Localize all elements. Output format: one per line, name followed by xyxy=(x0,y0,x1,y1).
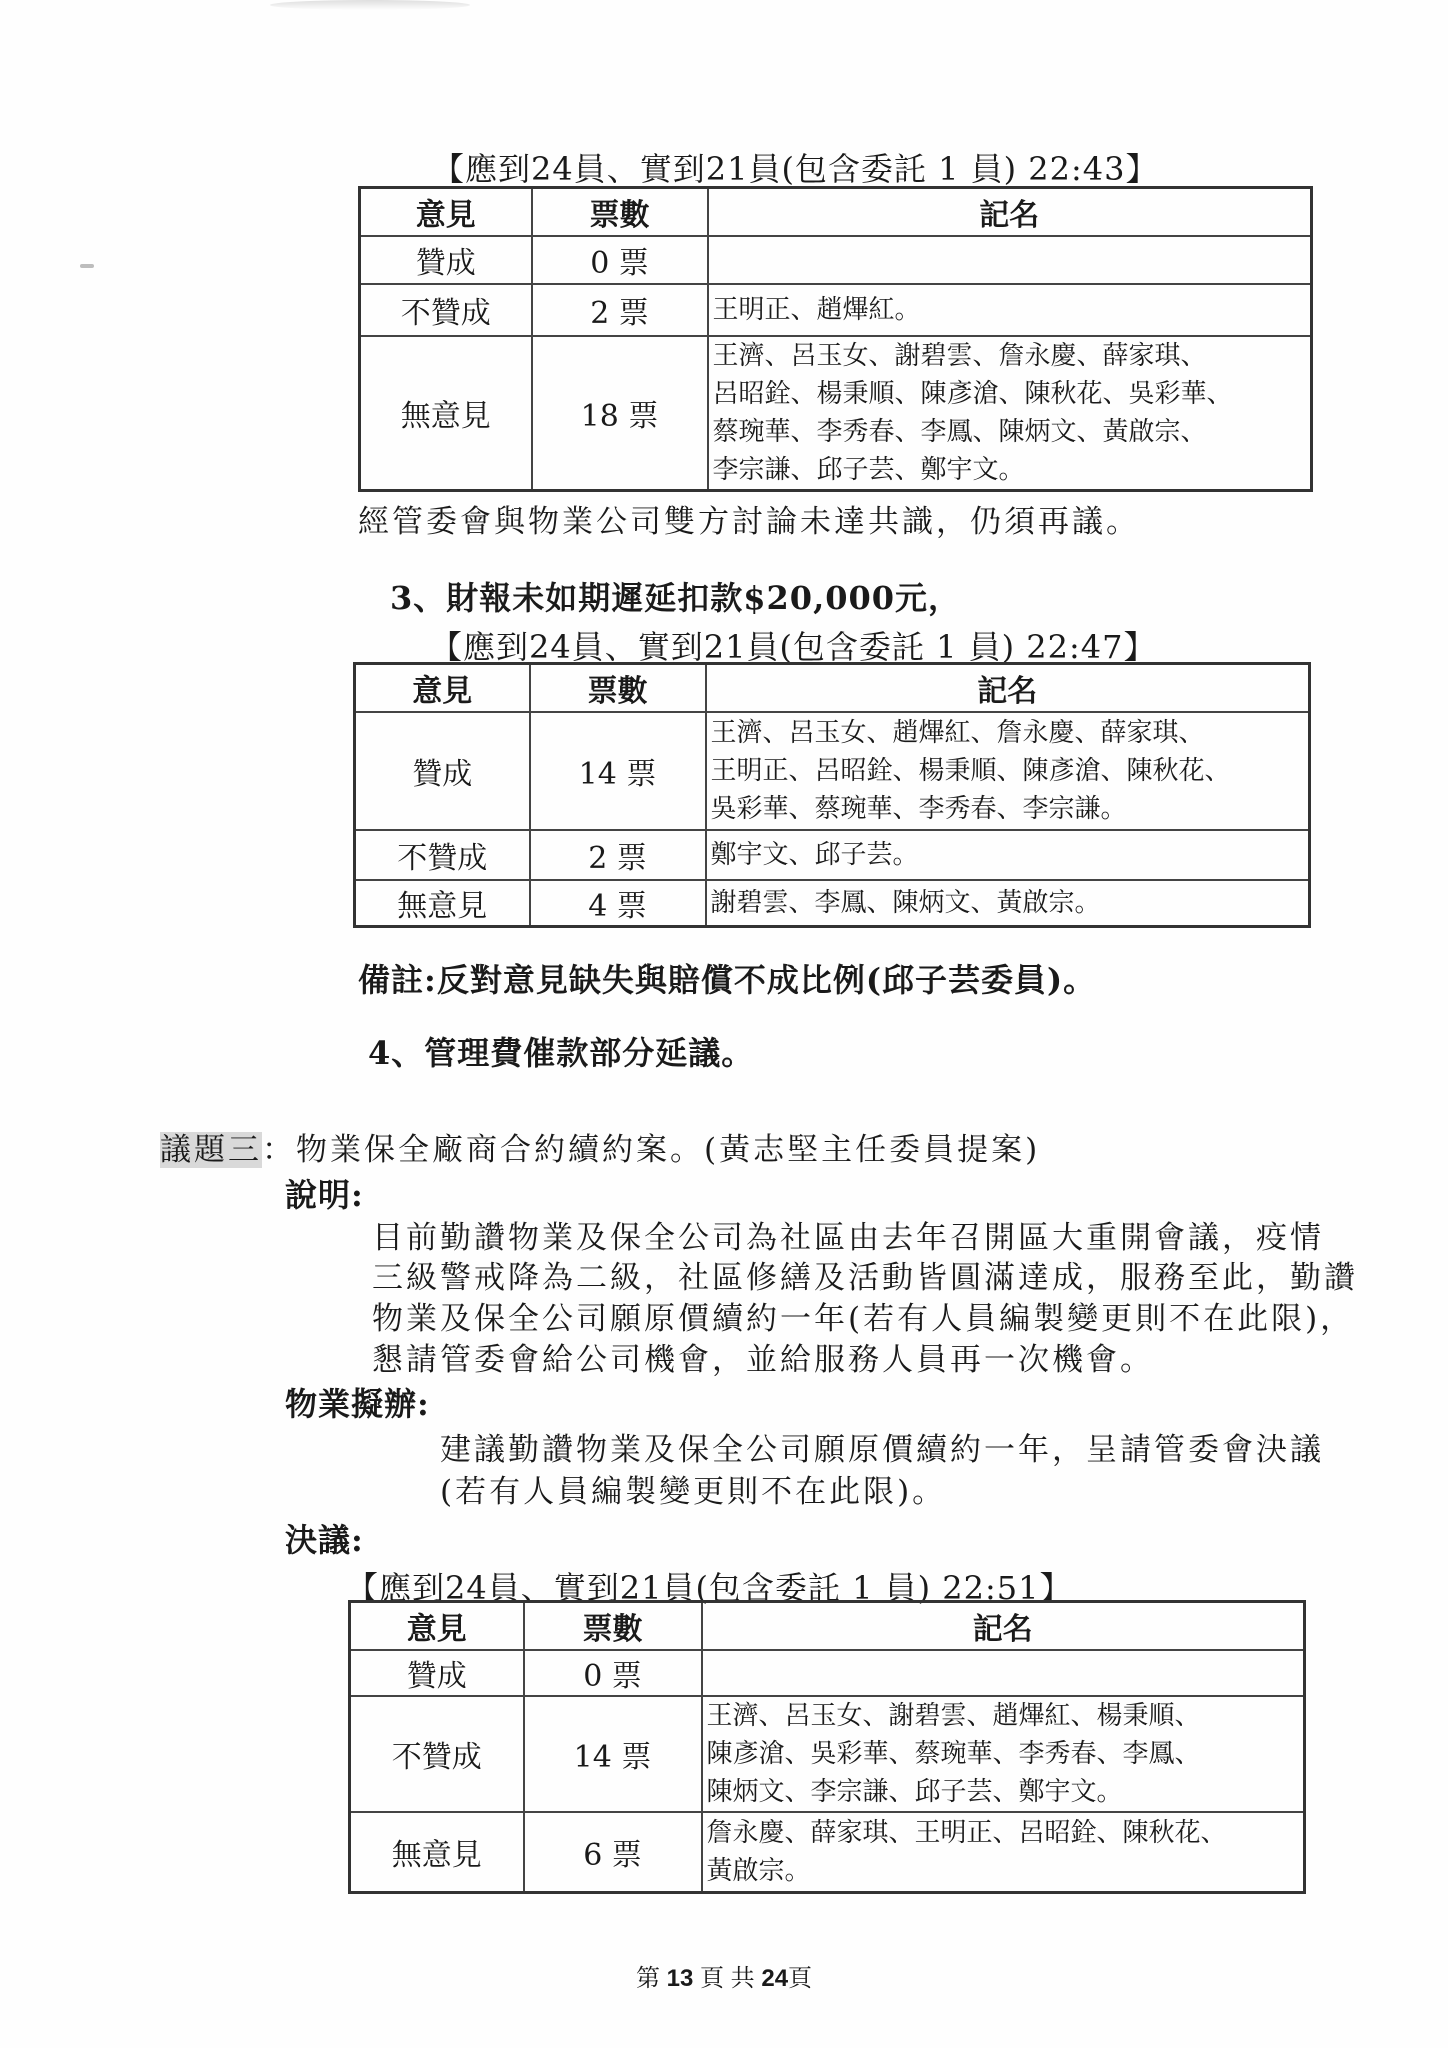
explain-line: 懇請管委會給公司機會，並給服務人員再一次機會。 xyxy=(372,1342,1154,1378)
table-row xyxy=(355,830,1310,880)
vote1-header: 【應到24員、實到21員(包含委託 1 員) 22:43】 xyxy=(432,150,1159,188)
table-row xyxy=(350,1812,1305,1892)
opinion-cell: 不贊成 xyxy=(350,1696,524,1812)
explain-line: 目前勤讚物業及保全公司為社區由去年召開區大重開會議，疫情 xyxy=(372,1220,1324,1256)
explain-line: 三級警戒降為二級，社區修繕及活動皆圓滿達成，服務至此，勤讚 xyxy=(372,1260,1358,1296)
names-cell: 鄭宇文、邱子芸。 xyxy=(706,830,1310,880)
col-opinion: 意見 xyxy=(350,1602,524,1651)
names-cell xyxy=(702,1650,1305,1696)
footer-middle: 頁 共 xyxy=(700,1965,755,1992)
resolution-label: 決議: xyxy=(285,1521,364,1559)
votes-cell: 18 票 xyxy=(532,336,708,491)
remark: 備註:反對意見缺失與賠償不成比例(邱子芸委員)。 xyxy=(358,961,1097,999)
page-number: 13 xyxy=(666,1965,694,1992)
col-names: 記名 xyxy=(708,188,1312,237)
names-cell: 王濟、呂玉女、謝碧雲、詹永慶、薛家琪、 呂昭銓、楊秉順、陳彥滄、陳秋花、吳彩華、 蔡琬華、李秀春、李鳳、陳炳文、黃啟宗、 李宗謙、邱子芸、鄭宇文。 xyxy=(708,336,1312,491)
scan-smudge xyxy=(270,0,470,10)
opinion-cell: 不贊成 xyxy=(360,284,532,336)
table-header-row xyxy=(355,664,1310,713)
opinion-cell: 不贊成 xyxy=(355,830,530,880)
names-cell: 王明正、趙熚紅。 xyxy=(708,284,1312,336)
item4: 4、管理費催款部分延議。 xyxy=(368,1034,755,1072)
table-row xyxy=(355,880,1310,927)
names-cell: 謝碧雲、李鳳、陳炳文、黃啟宗。 xyxy=(706,880,1310,927)
names-cell: 王濟、呂玉女、趙熚紅、詹永慶、薛家琪、 王明正、呂昭銓、楊秉順、陳彥滄、陳秋花、 吳彩華、蔡琬華、李秀春、李宗謙。 xyxy=(706,712,1310,830)
opinion-cell: 無意見 xyxy=(355,880,530,927)
vote2-table xyxy=(353,662,1311,928)
proposal-label: 物業擬辦: xyxy=(285,1385,430,1423)
vote1-table xyxy=(358,186,1313,492)
votes-cell: 6 票 xyxy=(524,1812,702,1892)
agenda3-label: 議題三 xyxy=(160,1132,262,1168)
opinion-cell: 贊成 xyxy=(350,1650,524,1696)
proposal-line: (若有人員編製變更則不在此限)。 xyxy=(440,1474,947,1510)
names-cell xyxy=(708,236,1312,284)
col-opinion: 意見 xyxy=(355,664,530,713)
footer-prefix: 第 xyxy=(635,1965,660,1992)
note-no-consensus: 經管委會與物業公司雙方討論未達共識，仍須再議。 xyxy=(358,504,1140,540)
agenda3-heading xyxy=(160,1124,1040,1169)
names-cell: 王濟、呂玉女、謝碧雲、趙熚紅、楊秉順、 陳彥滄、吳彩華、蔡琬華、李秀春、李鳳、 陳炳文、李宗謙、邱子芸、鄭宇文。 xyxy=(702,1696,1305,1812)
table-row xyxy=(355,712,1310,830)
vote3-header: 【應到24員、實到21員(包含委託 1 員) 22:51】 xyxy=(346,1569,1073,1607)
names-cell: 詹永慶、薛家琪、王明正、呂昭銓、陳秋花、 黃啟宗。 xyxy=(702,1812,1305,1892)
vote2-header: 【應到24員、實到21員(包含委託 1 員) 22:47】 xyxy=(430,628,1157,666)
col-names: 記名 xyxy=(702,1602,1305,1651)
explain-line: 物業及保全公司願原價續約一年(若有人員編製變更則不在此限)， xyxy=(372,1301,1355,1337)
item3-title: 3、財報未如期遲延扣款$20,000元， xyxy=(390,579,962,617)
table-row xyxy=(360,236,1312,284)
votes-cell: 4 票 xyxy=(530,880,706,927)
page-total: 24 xyxy=(761,1965,789,1992)
opinion-cell: 無意見 xyxy=(350,1812,524,1892)
votes-cell: 2 票 xyxy=(530,830,706,880)
opinion-cell: 無意見 xyxy=(360,336,532,491)
table-header-row xyxy=(350,1602,1305,1651)
table-header-row xyxy=(360,188,1312,237)
col-votes: 票數 xyxy=(530,664,706,713)
col-votes: 票數 xyxy=(524,1602,702,1651)
table-row xyxy=(360,336,1312,491)
votes-cell: 14 票 xyxy=(530,712,706,830)
col-votes: 票數 xyxy=(532,188,708,237)
table-row xyxy=(350,1650,1305,1696)
table-row xyxy=(360,284,1312,336)
opinion-cell: 贊成 xyxy=(360,236,532,284)
page-footer xyxy=(0,1958,1448,1993)
vote3-table xyxy=(348,1600,1306,1894)
table-row xyxy=(350,1696,1305,1812)
votes-cell: 14 票 xyxy=(524,1696,702,1812)
footer-suffix: 頁 xyxy=(788,1965,813,1992)
scan-dot xyxy=(80,264,94,268)
proposal-line: 建議勤讚物業及保全公司願原價續約一年，呈請管委會決議 xyxy=(440,1432,1324,1468)
agenda3-title: ：物業保全廠商合約續約案。(黃志堅主任委員提案) xyxy=(262,1132,1041,1168)
opinion-cell: 贊成 xyxy=(355,712,530,830)
col-opinion: 意見 xyxy=(360,188,532,237)
votes-cell: 0 票 xyxy=(524,1650,702,1696)
col-names: 記名 xyxy=(706,664,1310,713)
votes-cell: 2 票 xyxy=(532,284,708,336)
explain-label: 說明: xyxy=(285,1176,364,1214)
votes-cell: 0 票 xyxy=(532,236,708,284)
